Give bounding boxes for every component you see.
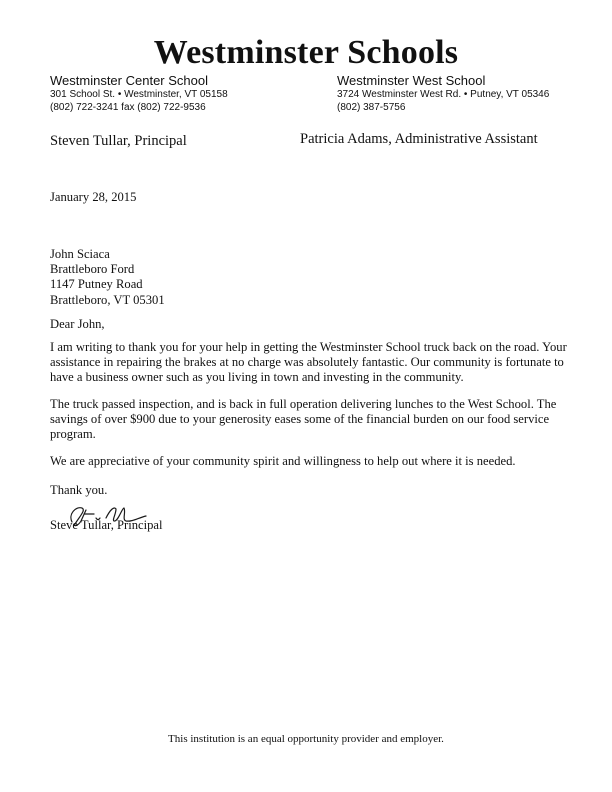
paragraph-line: assistance in repairing the brakes at no charge was absolutely fantastic. Our community is fortunate to [50,355,564,370]
left-school-name: Westminster Center School [50,73,208,88]
body-paragraph [50,454,570,469]
recipient-line: John Sciaca [50,247,110,261]
recipient-line: 1147 Putney Road [50,277,143,292]
paragraph-line: have a business owner such as you living in town and investing in the community. [50,370,464,385]
assistant-name: Patricia Adams, Administrative Assistant [300,131,538,147]
signature-name: Steve Tullar, Principal [50,518,163,532]
salutation: Dear John, [50,317,105,331]
left-school-phone: (802) 722-3241 fax (802) 722-9536 [50,101,206,113]
paragraph-line: The truck passed inspection, and is back in full operation delivering lunches to the West School. The [50,397,557,411]
right-school-phone: (802) 387-5756 [337,101,406,113]
paragraph-line: savings of over $900 due to your generosity eases some of the financial burden on our food service [50,412,550,427]
right-school-address: 3724 Westminster West Rd. • Putney, VT 05346 [337,89,550,100]
recipient-address [50,247,165,308]
recipient-line: Brattleboro Ford [50,262,135,277]
footer-statement: This institution is an equal opportunity provider and employer. [168,733,444,745]
left-school-block [50,73,228,114]
closing: Thank you. [50,483,108,497]
paragraph-line: We are appreciative of your community spirit and willingness to help out where it is needed. [50,454,516,468]
paragraph-line: program. [50,427,96,442]
recipient-line: Brattleboro, VT 05301 [50,292,165,307]
body-paragraph [50,397,570,443]
letterhead-title: Westminster Schools [153,34,459,71]
principal-name: Steven Tullar, Principal [50,133,187,149]
left-school-address: 301 School St. • Westminster, VT 05158 [50,89,228,100]
paragraph-line: I am writing to thank you for your help in getting the Westminster School truck back on the road. Your [50,340,567,354]
body-paragraph [50,340,570,386]
right-school-name: Westminster West School [337,73,486,88]
right-school-block [337,73,549,114]
letter-date: January 28, 2015 [50,190,137,204]
